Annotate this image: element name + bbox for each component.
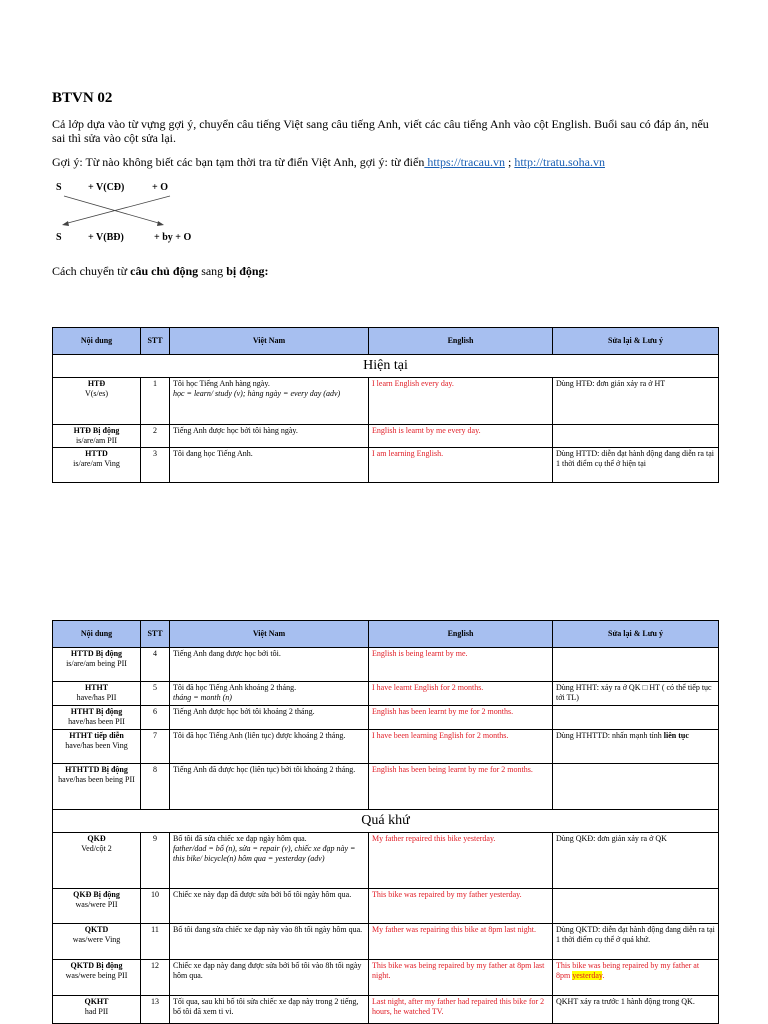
tense-cell [53,425,141,448]
tense-form: was/were PII [75,900,118,909]
header-vietnam: Việt Nam [170,621,369,648]
english-cell[interactable]: I have been learning English for 2 months. [369,730,553,764]
tense-cell [53,996,141,1024]
tense-name: QKHT [84,997,109,1006]
fix-highlight: yesterday [572,971,603,980]
tense-cell [53,889,141,924]
english-cell[interactable]: I learn English every day. [369,378,553,425]
table-header-row [53,621,719,648]
table-row [53,730,719,764]
tense-name: HTHTTD Bị động [65,765,128,774]
fix-cell[interactable]: QKHT xảy ra trước 1 hành động trong QK. [553,996,719,1024]
vietnam-cell: Tối qua, sau khi bố tôi sửa chiếc xe đạp này trong 2 tiếng, bố tôi đã xem ti vi. [170,996,369,1024]
english-cell[interactable]: I am learning English. [369,448,553,483]
stt-cell: 2 [141,425,170,448]
tense-cell [53,764,141,810]
section-past: Quá khứ [53,810,719,833]
tense-name: HTĐ Bị động [73,426,120,435]
fix-cell[interactable] [553,730,719,764]
convert-passive: bị động: [226,264,269,278]
diagram-bottom-verb: + V(BĐ) [88,232,124,243]
fix-text: Dùng HTHTTD: nhấn mạnh tính [556,731,664,740]
hint-separator: ; [504,155,515,169]
tense-name: HTHT tiếp diễn [69,731,124,740]
vietnam-cell: Chiếc xe này đạp đã được sửa bởi bố tôi ngày hôm qua. [170,889,369,924]
stt-cell: 12 [141,960,170,996]
stt-cell: 11 [141,924,170,960]
stt-cell: 4 [141,648,170,682]
english-cell[interactable]: English has been learnt by me for 2 months. [369,706,553,730]
tense-form: had PII [84,1007,109,1016]
table-row [53,889,719,924]
tense-cell [53,960,141,996]
table-row [53,764,719,810]
header-content: Nội dung [53,621,141,648]
tratu-link[interactable]: http://tratu.soha.vn [514,155,605,169]
table-row [53,833,719,889]
tense-cell [53,682,141,706]
fix-cell[interactable]: Dùng QKTD: diễn đạt hành động đang diễn ra tại 1 thời điểm cụ thể ở quá khứ. [553,924,719,960]
stt-cell: 5 [141,682,170,706]
english-cell[interactable]: My father repaired this bike yesterday. [369,833,553,889]
vietnam-cell: Bố tôi đang sửa chiếc xe đạp này vào 8h tối ngày hôm qua. [170,924,369,960]
tense-name: HTTD Bị động [70,649,123,658]
tense-cell [53,706,141,730]
section-row [53,355,719,378]
tense-name: HTHT [84,683,109,692]
stt-cell: 13 [141,996,170,1024]
page-title: BTVN 02 [52,90,113,106]
diagram-bottom-object: + by + O [154,232,192,243]
conversion-heading [52,264,722,278]
stt-cell: 6 [141,706,170,730]
fix-cell[interactable] [553,889,719,924]
header-english: English [369,328,553,355]
tense-table-continued [52,620,719,1024]
english-cell[interactable]: I have learnt English for 2 months. [369,682,553,706]
tense-form: is/are/am Ving [73,459,120,468]
table-row [53,648,719,682]
tense-form: is/are/am PII [75,436,118,445]
header-fix-notes: Sửa lại & Lưu ý [553,328,719,355]
tense-cell [53,378,141,425]
section-present: Hiện tại [53,355,719,378]
header-vietnam: Việt Nam [170,328,369,355]
convert-pre: Cách chuyển từ [52,264,131,278]
english-cell[interactable]: This bike was repaired by my father yesterday. [369,889,553,924]
vietnam-cell: Tiếng Anh được học bởi tôi khoảng 2 tháng. [170,706,369,730]
tense-form: have/has been Ving [65,741,128,750]
tense-name: QKTD [84,925,109,934]
convert-active: câu chủ động [130,264,199,278]
header-stt: STT [141,328,170,355]
table-header-row [53,328,719,355]
hint-text: Gợi ý: Từ nào không biết các bạn tạm thời tra từ điển Việt Anh, gợi ý: từ điển [52,155,425,169]
fix-cell[interactable] [553,425,719,448]
table-row [53,960,719,996]
tense-form: was/were being PII [65,971,128,980]
fix-cell[interactable] [553,764,719,810]
vietnam-cell [170,833,369,889]
table-row [53,682,719,706]
fix-cell[interactable]: Dùng QKĐ: đơn giản xảy ra ở QK [553,833,719,889]
fix-cell[interactable]: Dùng HTHT: xảy ra ở QK □ HT ( có thể tiếp tục tới TL) [553,682,719,706]
fix-cell[interactable] [553,706,719,730]
header-english: English [369,621,553,648]
tense-form: Ved/cột 2 [81,844,112,853]
diagram-bottom-subject: S [56,232,62,243]
table-row [53,425,719,448]
vietnam-cell: Tiếng Anh được học bởi tôi hàng ngày. [170,425,369,448]
vn-note: học = learn/ study (v); hàng ngày = every day (adv) [173,389,341,398]
table-row [53,378,719,425]
tracau-link[interactable]: https://tracau.vn [424,155,505,169]
vn-note: tháng = month (n) [173,693,232,702]
convert-mid: sang [198,264,227,278]
stt-cell: 3 [141,448,170,483]
tense-name: HTTD [85,449,108,458]
tense-form: have/has been being PII [58,775,135,784]
stt-cell: 9 [141,833,170,889]
english-cell[interactable]: This bike was being repaired by my father at 8pm last night. [369,960,553,996]
diagram-top-subject: S [56,182,62,193]
vietnam-cell: Tôi đã học Tiếng Anh (liên tục) được khoảng 2 tháng. [170,730,369,764]
fix-text: This bike was being repaired by my father at 8pm [556,961,700,980]
english-cell[interactable]: English is being learnt by me. [369,648,553,682]
vietnam-cell: Tôi đang học Tiếng Anh. [170,448,369,483]
tense-name: QKĐ [87,834,106,843]
tense-name: HTĐ [87,379,106,388]
vn-sentence: Bố tôi đã sửa chiếc xe đạp ngày hôm qua. [173,834,307,843]
stt-cell: 1 [141,378,170,425]
table-row [53,996,719,1024]
conversion-diagram [52,180,212,245]
tense-form: was/were Ving [72,935,121,944]
english-cell[interactable]: Last night, after my father had repaired this bike for 2 hours, he watched TV. [369,996,553,1024]
english-cell[interactable]: My father was repairing this bike at 8pm last night. [369,924,553,960]
tense-form: have/has PII [76,693,117,702]
header-content: Nội dung [53,328,141,355]
tense-name: QKTD Bị động [70,961,123,970]
tense-form: is/are/am being PII [66,659,127,668]
table-row [53,924,719,960]
intro-paragraph: Cả lớp dựa vào từ vựng gợi ý, chuyển câu tiếng Việt sang câu tiếng Anh, viết các câu tiếng Anh vào cột English. Buổi sau có đáp án, nếu sai thì sửa vào cột sửa lại. [52,117,709,145]
english-cell[interactable]: English has been being learnt by me for 2 months. [369,764,553,810]
vietnam-cell: Tiếng Anh đang được học bởi tôi. [170,648,369,682]
fix-cell[interactable]: Dùng HTĐ: đơn giản xảy ra ở HT [553,378,719,425]
stt-cell: 10 [141,889,170,924]
english-cell[interactable]: English is learnt by me every day. [369,425,553,448]
section-row [53,810,719,833]
header-stt: STT [141,621,170,648]
table-row [53,448,719,483]
tense-cell [53,924,141,960]
tense-table-present [52,327,719,483]
vn-sentence: Tôi học Tiếng Anh hàng ngày. [173,379,270,388]
vietnam-cell [170,378,369,425]
vietnam-cell: Chiếc xe đạp này đang được sửa bởi bố tôi vào 8h tối ngày hôm qua. [170,960,369,996]
tense-form: have/has been PII [68,717,125,726]
tense-form: V(s/es) [84,389,109,398]
fix-cell[interactable]: Dùng HTTD: diễn đạt hành động đang diễn ra tại 1 thời điểm cụ thể ở hiện tại [553,448,719,483]
stt-cell: 8 [141,764,170,810]
vn-sentence: Tôi đã học Tiếng Anh khoảng 2 tháng. [173,683,297,692]
tense-cell [53,648,141,682]
tense-name: QKĐ Bị động [73,890,120,899]
fix-emphasis: liên tục [663,731,689,740]
tense-cell [53,448,141,483]
vietnam-cell [170,682,369,706]
fix-cell[interactable] [553,960,719,996]
hint-paragraph [52,155,722,169]
fix-text-end: . [602,971,605,980]
header-fix-notes: Sửa lại & Lưu ý [553,621,719,648]
tense-cell [53,833,141,889]
vietnam-cell: Tiếng Anh đã được học (liên tục) bởi tôi khoảng 2 tháng. [170,764,369,810]
stt-cell: 7 [141,730,170,764]
tense-cell [53,730,141,764]
diagram-top-verb: + V(CĐ) [88,182,125,193]
tense-name: HTHT Bị động [70,707,123,716]
vn-note: father/dad = bố (n), sửa = repair (v), chiếc xe đạp này = this bike/ bicycle(n) hôm qua = yesterday (adv) [173,844,356,863]
table-row [53,706,719,730]
fix-cell[interactable] [553,648,719,682]
diagram-top-object: + O [152,182,168,193]
